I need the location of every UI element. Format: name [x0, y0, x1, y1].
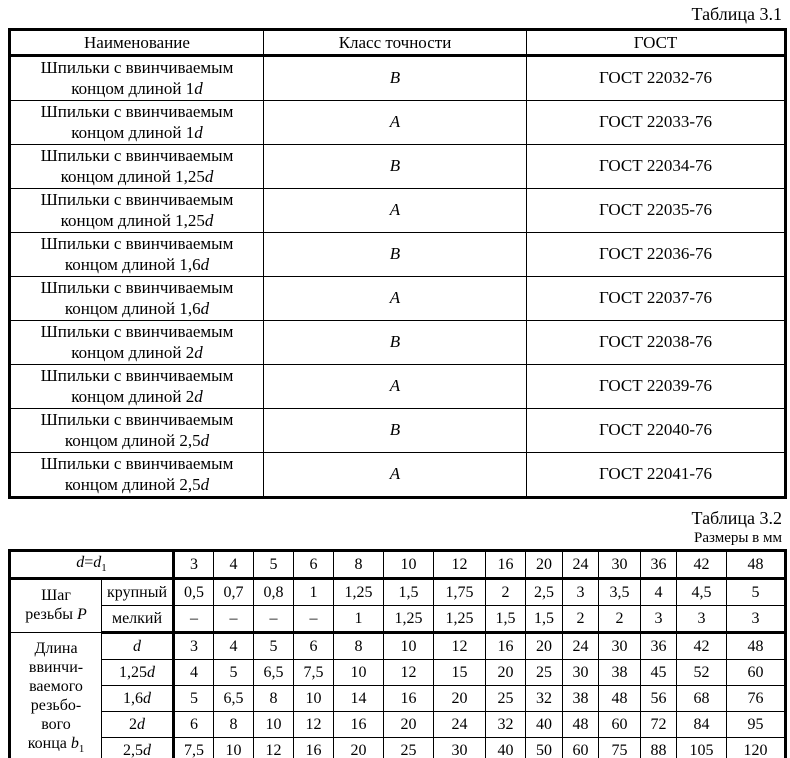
length-value-cell: 6,5 — [214, 686, 254, 712]
stud-name-cell: Шпильки с ввинчиваемым концом длиной 1d — [10, 101, 264, 145]
pitch-value-cell: – — [174, 606, 214, 633]
length-value-cell: 24 — [563, 633, 599, 660]
pitch-value-cell: 1,25 — [384, 606, 434, 633]
length-value-cell: 45 — [641, 660, 677, 686]
length-value-cell: 12 — [294, 712, 334, 738]
length-value-cell: 75 — [599, 738, 641, 758]
length-value-cell: 10 — [254, 712, 294, 738]
length-value-cell: 7,5 — [174, 738, 214, 758]
length-value-cell: 42 — [677, 633, 727, 660]
table-3-2 — [8, 549, 787, 758]
pitch-value-cell: 0,5 — [174, 579, 214, 606]
length-value-cell: 30 — [599, 633, 641, 660]
stud-name-cell: Шпильки с ввинчиваемым концом длиной 2,5d — [10, 453, 264, 498]
length-row — [10, 712, 786, 738]
length-value-cell: 25 — [526, 660, 563, 686]
pitch-value-cell: 1,75 — [434, 579, 486, 606]
stud-name-cell: Шпильки с ввинчиваемым концом длиной 1,25d — [10, 145, 264, 189]
length-value-cell: 3 — [174, 633, 214, 660]
table-row — [10, 56, 786, 101]
pitch-value-cell: 3,5 — [599, 579, 641, 606]
length-group-label-cell: Длина ввинчи- ваемого резьбо- вого конца $b_1$ — [10, 633, 102, 758]
length-value-cell: 52 — [677, 660, 727, 686]
length-value-cell: 16 — [384, 686, 434, 712]
length-value-cell: 25 — [486, 686, 526, 712]
table-row — [10, 453, 786, 498]
pitch-group-label-cell: Шаг резьбы P — [10, 579, 102, 633]
gost-number-cell: ГОСТ 22036-76 — [527, 233, 786, 277]
length-value-cell: 20 — [486, 660, 526, 686]
length-value-cell: 32 — [486, 712, 526, 738]
length-value-cell: 7,5 — [294, 660, 334, 686]
gost-number-cell: ГОСТ 22040-76 — [527, 409, 786, 453]
length-value-cell: 30 — [563, 660, 599, 686]
diameter-cell: 30 — [599, 551, 641, 579]
pitch-value-cell: 5 — [727, 579, 786, 606]
length-value-cell: 48 — [563, 712, 599, 738]
pitch-value-cell: 1 — [294, 579, 334, 606]
length-value-cell: 10 — [214, 738, 254, 758]
length-value-cell: 8 — [334, 633, 384, 660]
length-value-cell: 15 — [434, 660, 486, 686]
length-value-cell: 40 — [526, 712, 563, 738]
pitch-value-cell: 2 — [486, 579, 526, 606]
length-value-cell: 20 — [434, 686, 486, 712]
pitch-value-cell: 4,5 — [677, 579, 727, 606]
gost-number-cell: ГОСТ 22033-76 — [527, 101, 786, 145]
length-value-cell: 20 — [526, 633, 563, 660]
length-value-cell: 12 — [434, 633, 486, 660]
stud-name-cell: Шпильки с ввинчиваемым концом длиной 2d — [10, 365, 264, 409]
length-value-cell: 60 — [599, 712, 641, 738]
length-value-cell: 20 — [384, 712, 434, 738]
length-value-cell: 5 — [214, 660, 254, 686]
length-value-cell: 32 — [526, 686, 563, 712]
pitch-value-cell: – — [294, 606, 334, 633]
accuracy-class-cell: В — [264, 145, 527, 189]
length-value-cell: 20 — [334, 738, 384, 758]
gost-number-cell: ГОСТ 22035-76 — [527, 189, 786, 233]
length-value-cell: 8 — [214, 712, 254, 738]
table-row — [10, 365, 786, 409]
accuracy-class-cell: В — [264, 233, 527, 277]
length-value-cell: 8 — [254, 686, 294, 712]
column-header-accuracy-class: Класс точности — [264, 30, 527, 56]
length-value-cell: 6 — [294, 633, 334, 660]
length-value-cell: 12 — [384, 660, 434, 686]
gost-number-cell: ГОСТ 22034-76 — [527, 145, 786, 189]
pitch-value-cell: 1,5 — [384, 579, 434, 606]
length-value-cell: 12 — [254, 738, 294, 758]
accuracy-class-cell: А — [264, 189, 527, 233]
length-value-cell: 16 — [486, 633, 526, 660]
table-3-1-caption: Таблица 3.1 — [691, 4, 782, 24]
table-row — [10, 189, 786, 233]
pitch-value-cell: 0,7 — [214, 579, 254, 606]
diameter-cell: 42 — [677, 551, 727, 579]
accuracy-class-cell: А — [264, 101, 527, 145]
length-value-cell: 6 — [174, 712, 214, 738]
table-row — [10, 277, 786, 321]
corner-cell: $d=d_1$ — [10, 551, 174, 579]
pitch-value-cell: 2,5 — [526, 579, 563, 606]
gost-number-cell: ГОСТ 22041-76 — [527, 453, 786, 498]
length-value-cell: 16 — [334, 712, 384, 738]
diameter-header-row — [10, 551, 786, 579]
table-row — [10, 233, 786, 277]
pitch-value-cell: 4 — [641, 579, 677, 606]
pitch-value-cell: 3 — [677, 606, 727, 633]
length-value-cell: 95 — [727, 712, 786, 738]
length-value-cell: 50 — [526, 738, 563, 758]
stud-name-cell: Шпильки с ввинчиваемым концом длиной 1,25d — [10, 189, 264, 233]
accuracy-class-cell: А — [264, 365, 527, 409]
diameter-cell: 8 — [334, 551, 384, 579]
gost-number-cell: ГОСТ 22038-76 — [527, 321, 786, 365]
table-row — [10, 145, 786, 189]
pitch-value-cell: 0,8 — [254, 579, 294, 606]
length-value-cell: 4 — [214, 633, 254, 660]
pitch-value-cell: 1,25 — [334, 579, 384, 606]
table-row — [10, 321, 786, 365]
column-header-name: Наименование — [10, 30, 264, 56]
length-value-cell: 72 — [641, 712, 677, 738]
length-value-cell: 10 — [384, 633, 434, 660]
length-row — [10, 738, 786, 758]
length-value-cell: 84 — [677, 712, 727, 738]
length-value-cell: 76 — [727, 686, 786, 712]
stud-name-cell: Шпильки с ввинчиваемым концом длиной 2,5d — [10, 409, 264, 453]
gost-number-cell: ГОСТ 22032-76 — [527, 56, 786, 101]
pitch-value-cell: 2 — [563, 606, 599, 633]
length-value-cell: 88 — [641, 738, 677, 758]
length-type-cell: 1,6d — [102, 686, 174, 712]
diameter-cell: 5 — [254, 551, 294, 579]
length-row — [10, 686, 786, 712]
pitch-value-cell: – — [214, 606, 254, 633]
table-3-2-caption: Таблица 3.2 — [691, 508, 782, 528]
diameter-cell: 36 — [641, 551, 677, 579]
diameter-cell: 12 — [434, 551, 486, 579]
table-3-1 — [8, 28, 787, 499]
length-type-cell: 2d — [102, 712, 174, 738]
column-header-gost: ГОСТ — [527, 30, 786, 56]
length-type-cell: 1,25d — [102, 660, 174, 686]
length-value-cell: 40 — [486, 738, 526, 758]
diameter-cell: 3 — [174, 551, 214, 579]
length-value-cell: 24 — [434, 712, 486, 738]
stud-name-cell: Шпильки с ввинчиваемым концом длиной 2d — [10, 321, 264, 365]
accuracy-class-cell: В — [264, 56, 527, 101]
length-type-cell: d — [102, 633, 174, 660]
length-value-cell: 14 — [334, 686, 384, 712]
length-value-cell: 30 — [434, 738, 486, 758]
pitch-value-cell: 3 — [727, 606, 786, 633]
pitch-value-cell: 1,5 — [526, 606, 563, 633]
pitch-value-cell: – — [254, 606, 294, 633]
pitch-value-cell: 3 — [563, 579, 599, 606]
length-value-cell: 38 — [599, 660, 641, 686]
diameter-cell: 4 — [214, 551, 254, 579]
length-value-cell: 68 — [677, 686, 727, 712]
pitch-value-cell: 3 — [641, 606, 677, 633]
length-value-cell: 4 — [174, 660, 214, 686]
accuracy-class-cell: В — [264, 409, 527, 453]
length-value-cell: 56 — [641, 686, 677, 712]
length-value-cell: 60 — [727, 660, 786, 686]
length-row — [10, 633, 786, 660]
length-value-cell: 16 — [294, 738, 334, 758]
length-value-cell: 10 — [334, 660, 384, 686]
table-3-1-header-row — [10, 30, 786, 56]
length-row — [10, 660, 786, 686]
length-value-cell: 38 — [563, 686, 599, 712]
length-value-cell: 5 — [254, 633, 294, 660]
length-value-cell: 48 — [727, 633, 786, 660]
diameter-cell: 24 — [563, 551, 599, 579]
accuracy-class-cell: А — [264, 453, 527, 498]
diameter-cell: 10 — [384, 551, 434, 579]
length-type-cell: 2,5d — [102, 738, 174, 758]
pitch-type-cell: крупный — [102, 579, 174, 606]
stud-name-cell: Шпильки с ввинчиваемым концом длиной 1,6d — [10, 233, 264, 277]
diameter-cell: 48 — [727, 551, 786, 579]
pitch-value-cell: 2 — [599, 606, 641, 633]
accuracy-class-cell: А — [264, 277, 527, 321]
stud-name-cell: Шпильки с ввинчиваемым концом длиной 1d — [10, 56, 264, 101]
table-row — [10, 409, 786, 453]
length-value-cell: 48 — [599, 686, 641, 712]
table-row — [10, 101, 786, 145]
pitch-value-cell: 1,5 — [486, 606, 526, 633]
gost-number-cell: ГОСТ 22039-76 — [527, 365, 786, 409]
length-value-cell: 10 — [294, 686, 334, 712]
length-value-cell: 105 — [677, 738, 727, 758]
length-value-cell: 25 — [384, 738, 434, 758]
accuracy-class-cell: В — [264, 321, 527, 365]
pitch-row — [10, 579, 786, 606]
diameter-cell: 6 — [294, 551, 334, 579]
diameter-cell: 16 — [486, 551, 526, 579]
length-value-cell: 5 — [174, 686, 214, 712]
pitch-value-cell: 1 — [334, 606, 384, 633]
gost-number-cell: ГОСТ 22037-76 — [527, 277, 786, 321]
pitch-row — [10, 606, 786, 633]
diameter-cell: 20 — [526, 551, 563, 579]
length-value-cell: 6,5 — [254, 660, 294, 686]
length-value-cell: 120 — [727, 738, 786, 758]
length-value-cell: 60 — [563, 738, 599, 758]
stud-name-cell: Шпильки с ввинчиваемым концом длиной 1,6d — [10, 277, 264, 321]
units-note: Размеры в мм — [693, 530, 782, 546]
pitch-type-cell: мелкий — [102, 606, 174, 633]
length-value-cell: 36 — [641, 633, 677, 660]
pitch-value-cell: 1,25 — [434, 606, 486, 633]
